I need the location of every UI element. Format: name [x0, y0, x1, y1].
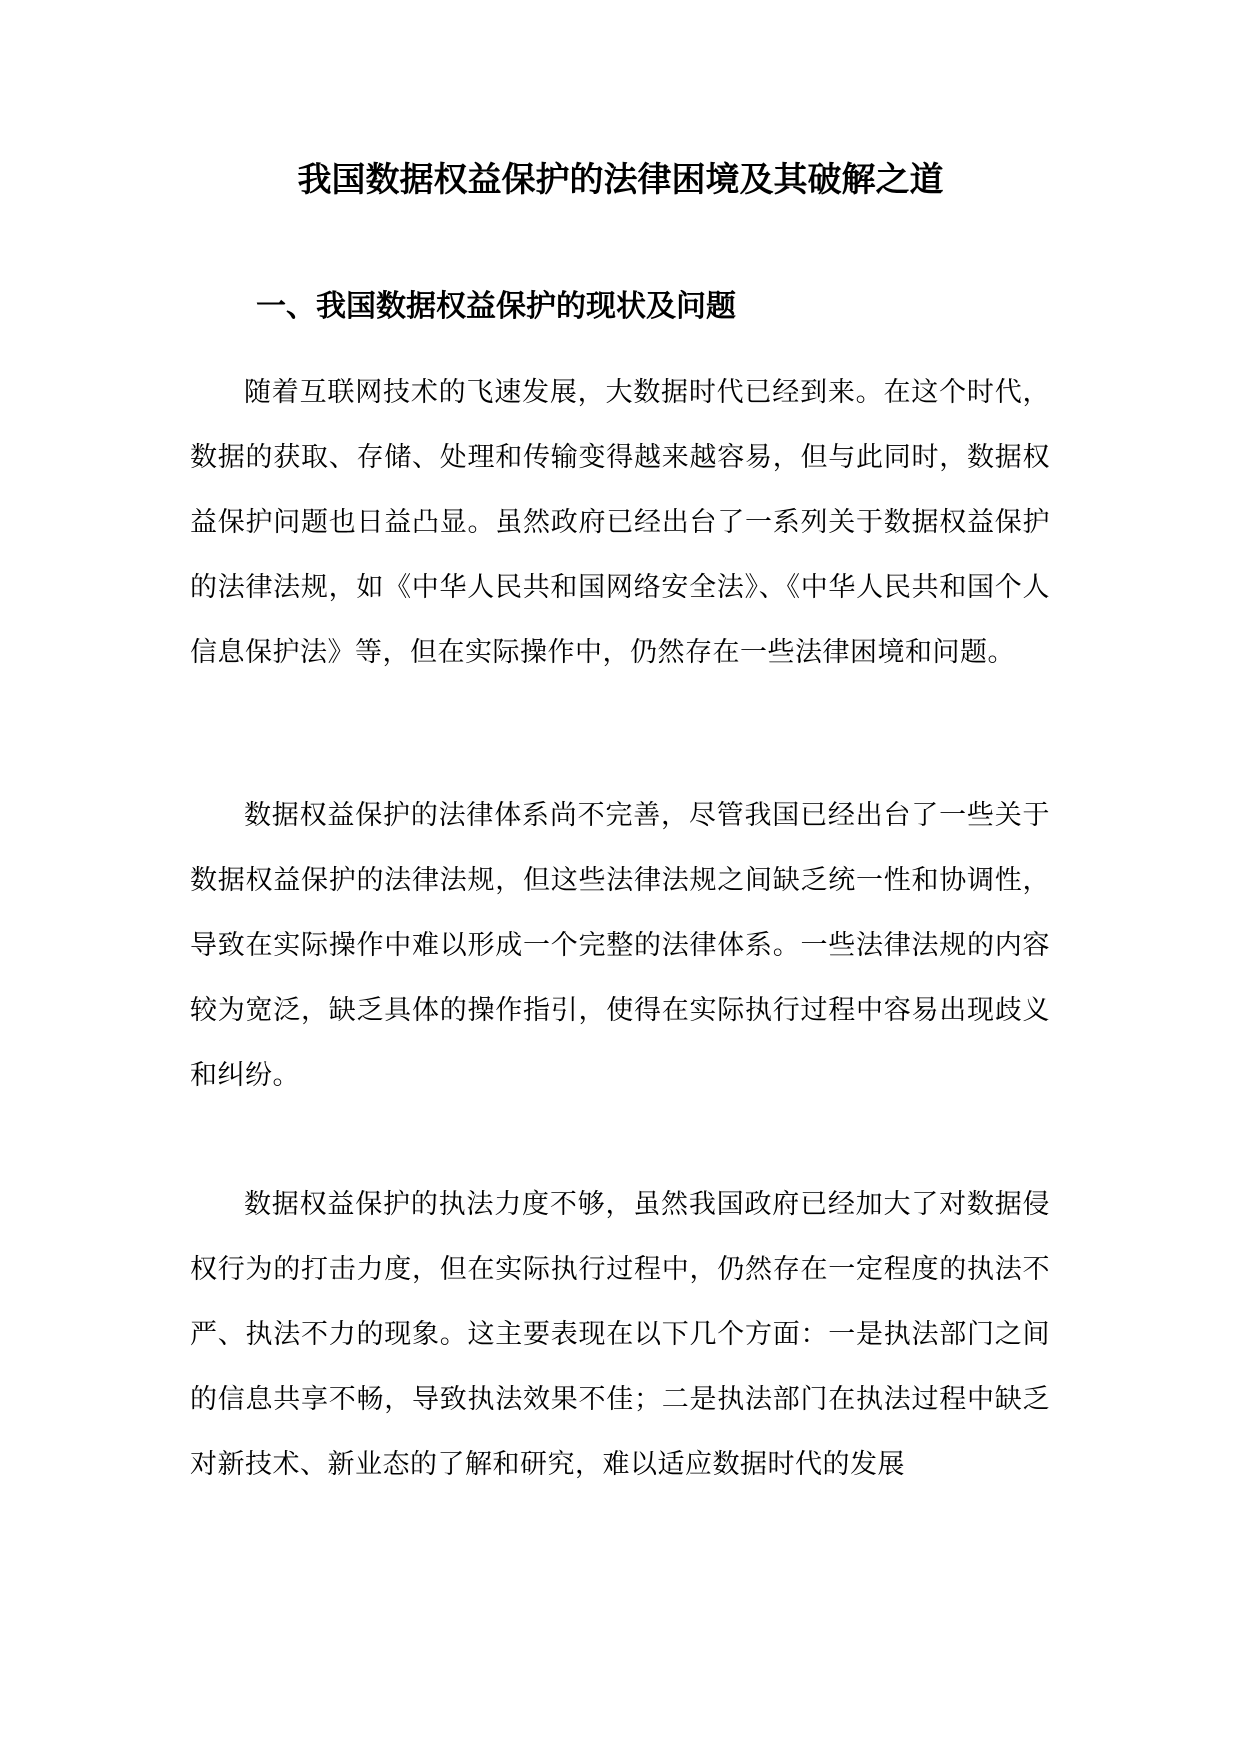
document-title: 我国数据权益保护的法律困境及其破解之道 — [297, 160, 944, 200]
paragraph-text: 随着互联网技术的飞速发展，大数据时代已经到来。在这个时代，数据的获取、存储、处理和传输变得越来越容易，但与此同时，数据权益保护问题也日益凸显。虽然政府已经出台了一系列关于数据权益保护的法律法规，如《中华人民共和国网络安全法》、《中华人民共和国个人信息保护法》等，但在实际操作中，仍然存在一些法律困境和问题。 — [190, 377, 1050, 668]
section-heading: 一、我国数据权益保护的现状及问题 — [256, 289, 736, 324]
paragraph-text: 数据权益保护的法律体系尚不完善，尽管我国已经出台了一些关于数据权益保护的法律法规，但这些法律法规之间缺乏统一性和协调性，导致在实际操作中难以形成一个完整的法律体系。一些法律法规的内容较为宽泛，缺乏具体的操作指引，使得在实际执行过程中容易出现歧义和纠纷。 — [190, 800, 1050, 1091]
paragraph-1 — [190, 360, 1050, 685]
paragraph-text: 数据权益保护的执法力度不够，虽然我国政府已经加大了对数据侵权行为的打击力度，但在实际执行过程中，仍然存在一定程度的执法不严、执法不力的现象。这主要表现在以下几个方面：一是执法部门之间的信息共享不畅，导致执法效果不佳；二是执法部门在执法过程中缺乏对新技术、新业态的了解和研究，难以适应数据时代的发展 — [190, 1189, 1050, 1480]
paragraph-2 — [190, 783, 1050, 1108]
paragraph-3 — [190, 1172, 1050, 1497]
